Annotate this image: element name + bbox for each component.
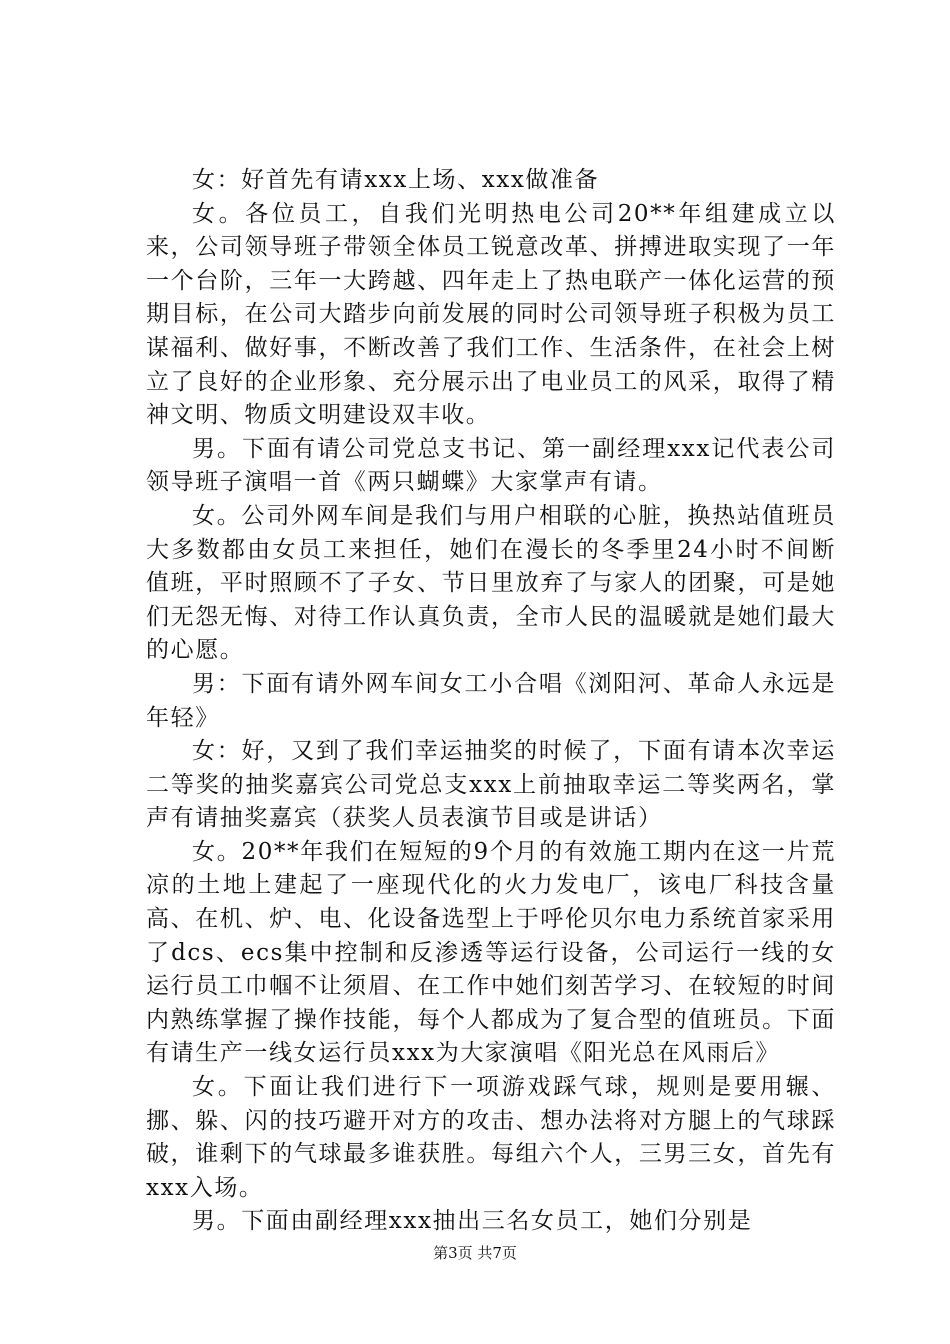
paragraph: 女：好首先有请xxx上场、xxx做准备 xyxy=(192,167,600,193)
document-body xyxy=(146,164,836,1239)
paragraph: 女。各位员工，自我们光明热电公司20**年组建成立以来，公司领导班子带领全体员工锐意改革、拼搏进取实现了一年一个台阶，三年一大跨越、四年走上了热电联产一体化运营的预期目标，在公司大踏步向前发展的同时公司领导班子积极为员工谋福利、做好事，不断改善了我们工作、生活条件，在社会上树立了良好的企业形象、充分展示出了电业员工的风采，取得了精神文明、物质文明建设双丰收。 xyxy=(146,200,836,429)
paragraph: 女。公司外网车间是我们与用户相联的心脏，换热站值班员大多数都由女员工来担任，她们在漫长的冬季里24小时不间断值班，平时照顾不了子女、节日里放弃了与家人的团聚，可是她们无怨无悔、对待工作认真负责，全市人民的温暖就是她们最大的心愿。 xyxy=(146,502,836,664)
paragraph: 男。下面有请公司党总支书记、第一副经理xxx记代表公司领导班子演唱一首《两只蝴蝶》大家掌声有请。 xyxy=(146,435,836,496)
paragraph: 女。下面让我们进行下一项游戏踩气球，规则是要用辗、挪、躲、闪的技巧避开对方的攻击、想办法将对方腿上的气球踩破，谁剩下的气球最多谁获胜。每组六个人，三男三女，首先有xxx入场。 xyxy=(146,1074,836,1201)
paragraph: 女。20**年我们在短短的9个月的有效施工期内在这一片荒凉的土地上建起了一座现代化的火力发电厂，该电厂科技含量高、在机、炉、电、化设备选型上于呼伦贝尔电力系统首家采用了dcs、ecs集中控制和反渗透等运行设备，公司运行一线的女运行员工巾帼不让须眉、在工作中她们刻苦学习、在较短的时间内熟练掌握了操作技能，每个人都成为了复合型的值班员。下面有请生产一线女运行员xxx为大家演唱《阳光总在风雨后》 xyxy=(146,838,836,1067)
paragraph: 女：好，又到了我们幸运抽奖的时候了，下面有请本次幸运二等奖的抽奖嘉宾公司党总支xxx上前抽取幸运二等奖两名，掌声有请抽奖嘉宾（获奖人员表演节目或是讲话） xyxy=(146,738,836,832)
page-footer: 第3页 共7页 xyxy=(433,1244,517,1262)
paragraph: 男：下面有请外网车间女工小合唱《浏阳河、革命人永远是年轻》 xyxy=(146,670,836,731)
paragraph: 男。下面由副经理xxx抽出三名女员工，她们分别是 xyxy=(192,1208,753,1235)
